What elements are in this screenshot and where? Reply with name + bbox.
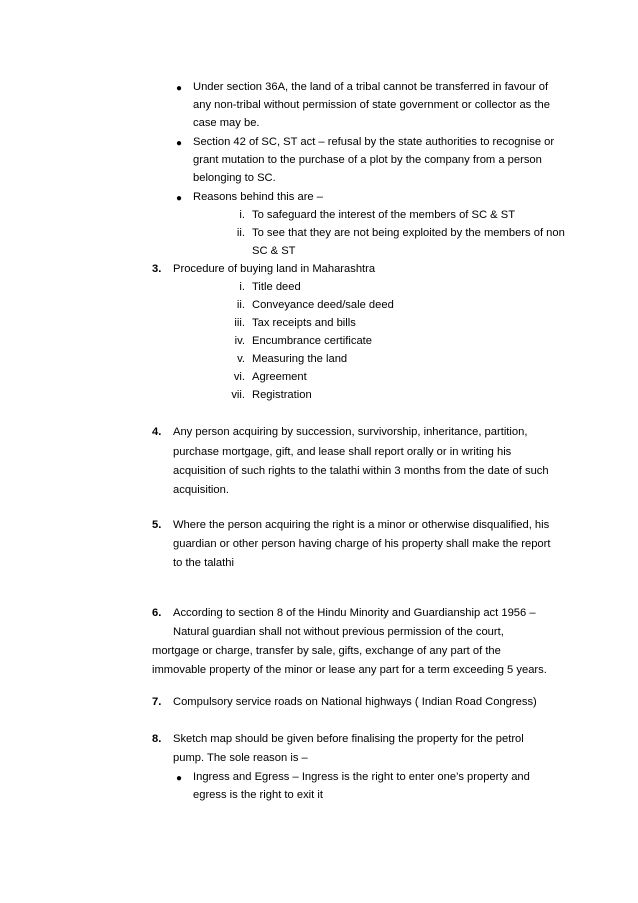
list-item: Encumbrance certificate bbox=[252, 335, 373, 347]
item-number: 3. bbox=[152, 263, 162, 275]
list-marker: vi. bbox=[233, 371, 245, 383]
paragraph-line: purchase mortgage, gift, and lease shall report orally or in writing his bbox=[173, 446, 512, 458]
bullet-line: any non-tribal without permission of state government or collector as the bbox=[193, 99, 550, 111]
item-number: 8. bbox=[152, 733, 162, 745]
item-number: 5. bbox=[152, 519, 162, 531]
list-marker: i. bbox=[239, 209, 245, 221]
paragraph-line: Compulsory service roads on National highways ( Indian Road Congress) bbox=[173, 696, 537, 708]
section-heading: Procedure of buying land in Maharashtra bbox=[173, 263, 376, 275]
bullet-line: Section 42 of SC, ST act – refusal by the state authorities to recognise or bbox=[193, 136, 555, 148]
bullet-icon: ● bbox=[176, 138, 183, 149]
paragraph-line: guardian or other person having charge of his property shall make the report bbox=[173, 538, 551, 550]
bullet-line: case may be. bbox=[193, 117, 260, 129]
item-number: 4. bbox=[152, 426, 162, 438]
paragraph-line: Natural guardian shall not without previous permission of the court, bbox=[173, 626, 504, 638]
list-marker: ii. bbox=[236, 299, 245, 311]
bullet-icon: ● bbox=[176, 193, 183, 204]
bullet-icon: ● bbox=[176, 83, 183, 94]
bullet-line: egress is the right to exit it bbox=[193, 789, 323, 801]
list-item: Conveyance deed/sale deed bbox=[252, 299, 394, 311]
bullet-icon: ● bbox=[176, 773, 183, 784]
paragraph-line: to the talathi bbox=[173, 557, 234, 569]
list-marker: ii. bbox=[236, 227, 245, 239]
list-item: To safeguard the interest of the members of SC & ST bbox=[252, 209, 516, 221]
list-item: Registration bbox=[252, 389, 312, 401]
item-number: 6. bbox=[152, 607, 162, 619]
list-item: Measuring the land bbox=[252, 353, 348, 365]
paragraph-line: immovable property of the minor or lease any part for a term exceeding 5 years. bbox=[152, 664, 547, 676]
bullet-line: Under section 36A, the land of a tribal cannot be transferred in favour of bbox=[193, 81, 549, 93]
paragraph-line: Any person acquiring by succession, survivorship, inheritance, partition, bbox=[173, 426, 528, 438]
list-marker: i. bbox=[239, 281, 245, 293]
list-marker: vii. bbox=[231, 389, 245, 401]
paragraph-line: According to section 8 of the Hindu Minority and Guardianship act 1956 – bbox=[173, 607, 536, 619]
paragraph-line: Sketch map should be given before finalising the property for the petrol bbox=[173, 733, 524, 745]
list-item: Title deed bbox=[252, 281, 301, 293]
list-marker: iii. bbox=[234, 317, 245, 329]
paragraph-line: acquisition. bbox=[173, 484, 229, 496]
item-number: 7. bbox=[152, 696, 162, 708]
paragraph-line: pump. The sole reason is – bbox=[173, 752, 308, 764]
paragraph-line: Where the person acquiring the right is a minor or otherwise disqualified, his bbox=[173, 519, 550, 531]
list-marker: v. bbox=[237, 353, 245, 365]
list-item: To see that they are not being exploited by the members of non bbox=[252, 227, 565, 239]
bullet-line: Reasons behind this are – bbox=[193, 191, 323, 203]
bullet-line: grant mutation to the purchase of a plot by the company from a person bbox=[193, 154, 542, 166]
list-item: SC & ST bbox=[252, 245, 296, 257]
list-marker: iv. bbox=[234, 335, 245, 347]
list-item: Tax receipts and bills bbox=[252, 317, 356, 329]
bullet-line: Ingress and Egress – Ingress is the right to enter one’s property and bbox=[193, 771, 530, 783]
bullet-line: belonging to SC. bbox=[193, 172, 276, 184]
paragraph-line: acquisition of such rights to the talathi within 3 months from the date of such bbox=[173, 465, 549, 477]
list-item: Agreement bbox=[252, 371, 307, 383]
paragraph-line: mortgage or charge, transfer by sale, gifts, exchange of any part of the bbox=[152, 645, 501, 657]
